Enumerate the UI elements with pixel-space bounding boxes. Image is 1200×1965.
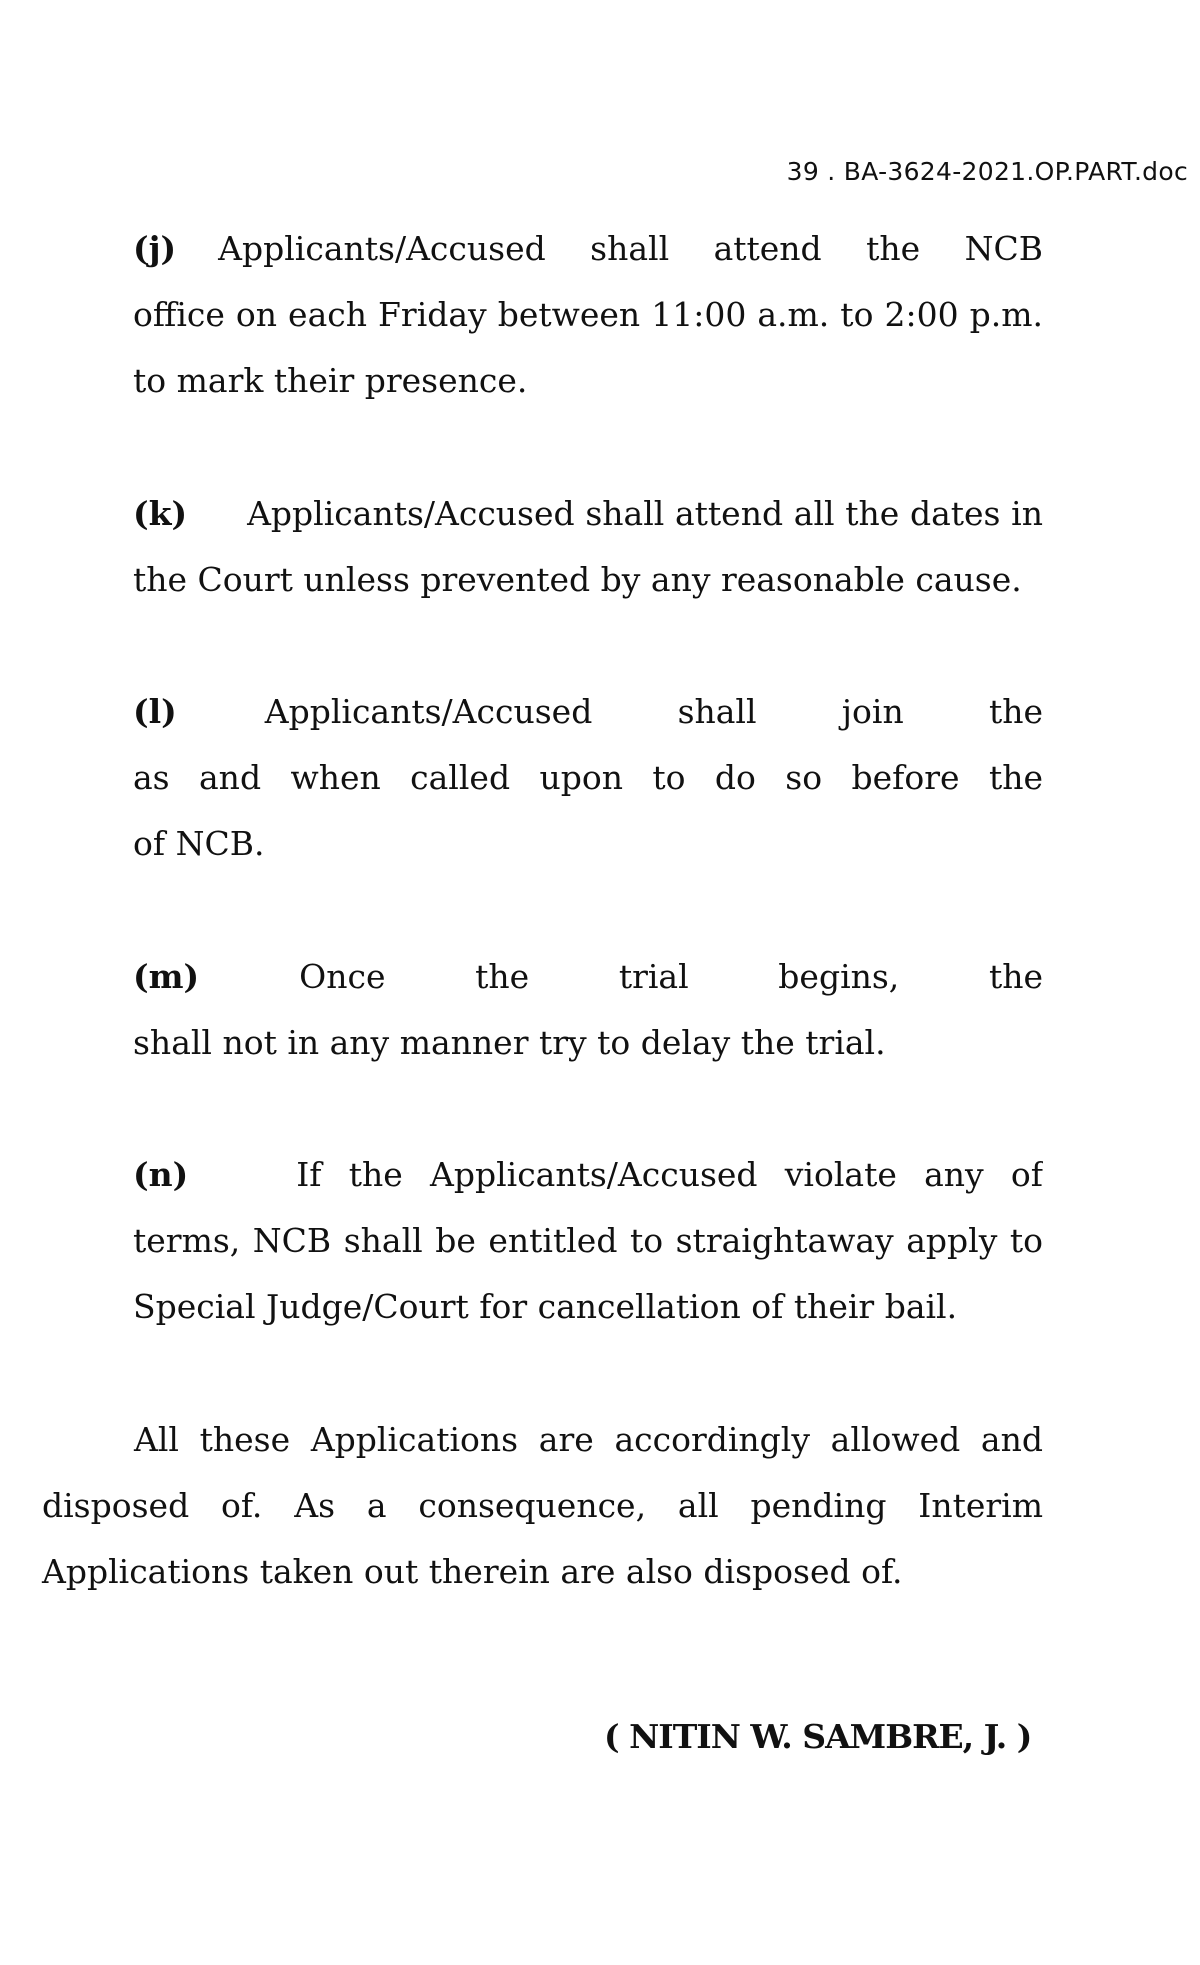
clause-m <box>133 944 1043 1076</box>
closing-line: All these Applications are accordingly allowed and <box>134 1420 1043 1459</box>
clause-label: (j) <box>133 229 177 268</box>
clause-text: Applicants/Accused shall join the <box>264 692 1043 731</box>
clause-line: terms, NCB shall be entitled to straightaway apply to <box>133 1221 1043 1260</box>
clause-k <box>133 481 1043 613</box>
clause-text: Once the trial begins, the <box>299 957 1043 996</box>
clause-line: office on each Friday between 11:00 a.m. to 2:00 p.m. <box>133 295 1043 334</box>
clause-label: (k) <box>133 494 188 533</box>
closing-line: Applications taken out therein are also disposed of. <box>42 1552 903 1591</box>
clause-label: (m) <box>133 957 200 996</box>
clause-line <box>133 679 1043 745</box>
clause-j <box>133 216 1043 414</box>
clause-line <box>133 944 1043 1010</box>
clause-line: shall not in any manner try to delay the trial. <box>133 1023 886 1062</box>
clause-label: (n) <box>133 1155 189 1194</box>
clause-l <box>133 679 1043 877</box>
clause-line: Special Judge/Court for cancellation of their bail. <box>133 1287 958 1326</box>
clause-line <box>133 1142 1043 1208</box>
clause-line: the Court unless prevented by any reasonable cause. <box>133 560 1022 599</box>
clause-line: of NCB. <box>133 824 265 863</box>
clause-line <box>133 481 1043 547</box>
clause-line: to mark their presence. <box>133 361 528 400</box>
clause-text: Applicants/Accused shall attend the NCB <box>218 229 1043 268</box>
closing-line: disposed of. As a consequence, all pending Interim <box>42 1486 1043 1525</box>
judge-signature: ( NITIN W. SAMBRE, J. ) <box>604 1717 1032 1756</box>
closing-paragraph <box>42 1407 1043 1605</box>
clause-n <box>133 1142 1043 1340</box>
clause-label: (l) <box>133 692 177 731</box>
clause-text: Applicants/Accused shall attend all the dates in <box>247 494 1043 533</box>
clause-text: If the Applicants/Accused violate any of <box>296 1155 1043 1194</box>
document-reference: 39 . BA-3624-2021.OP.PART.doc <box>786 157 1188 186</box>
clause-line: as and when called upon to do so before the <box>133 758 1043 797</box>
clause-line <box>133 216 1043 282</box>
